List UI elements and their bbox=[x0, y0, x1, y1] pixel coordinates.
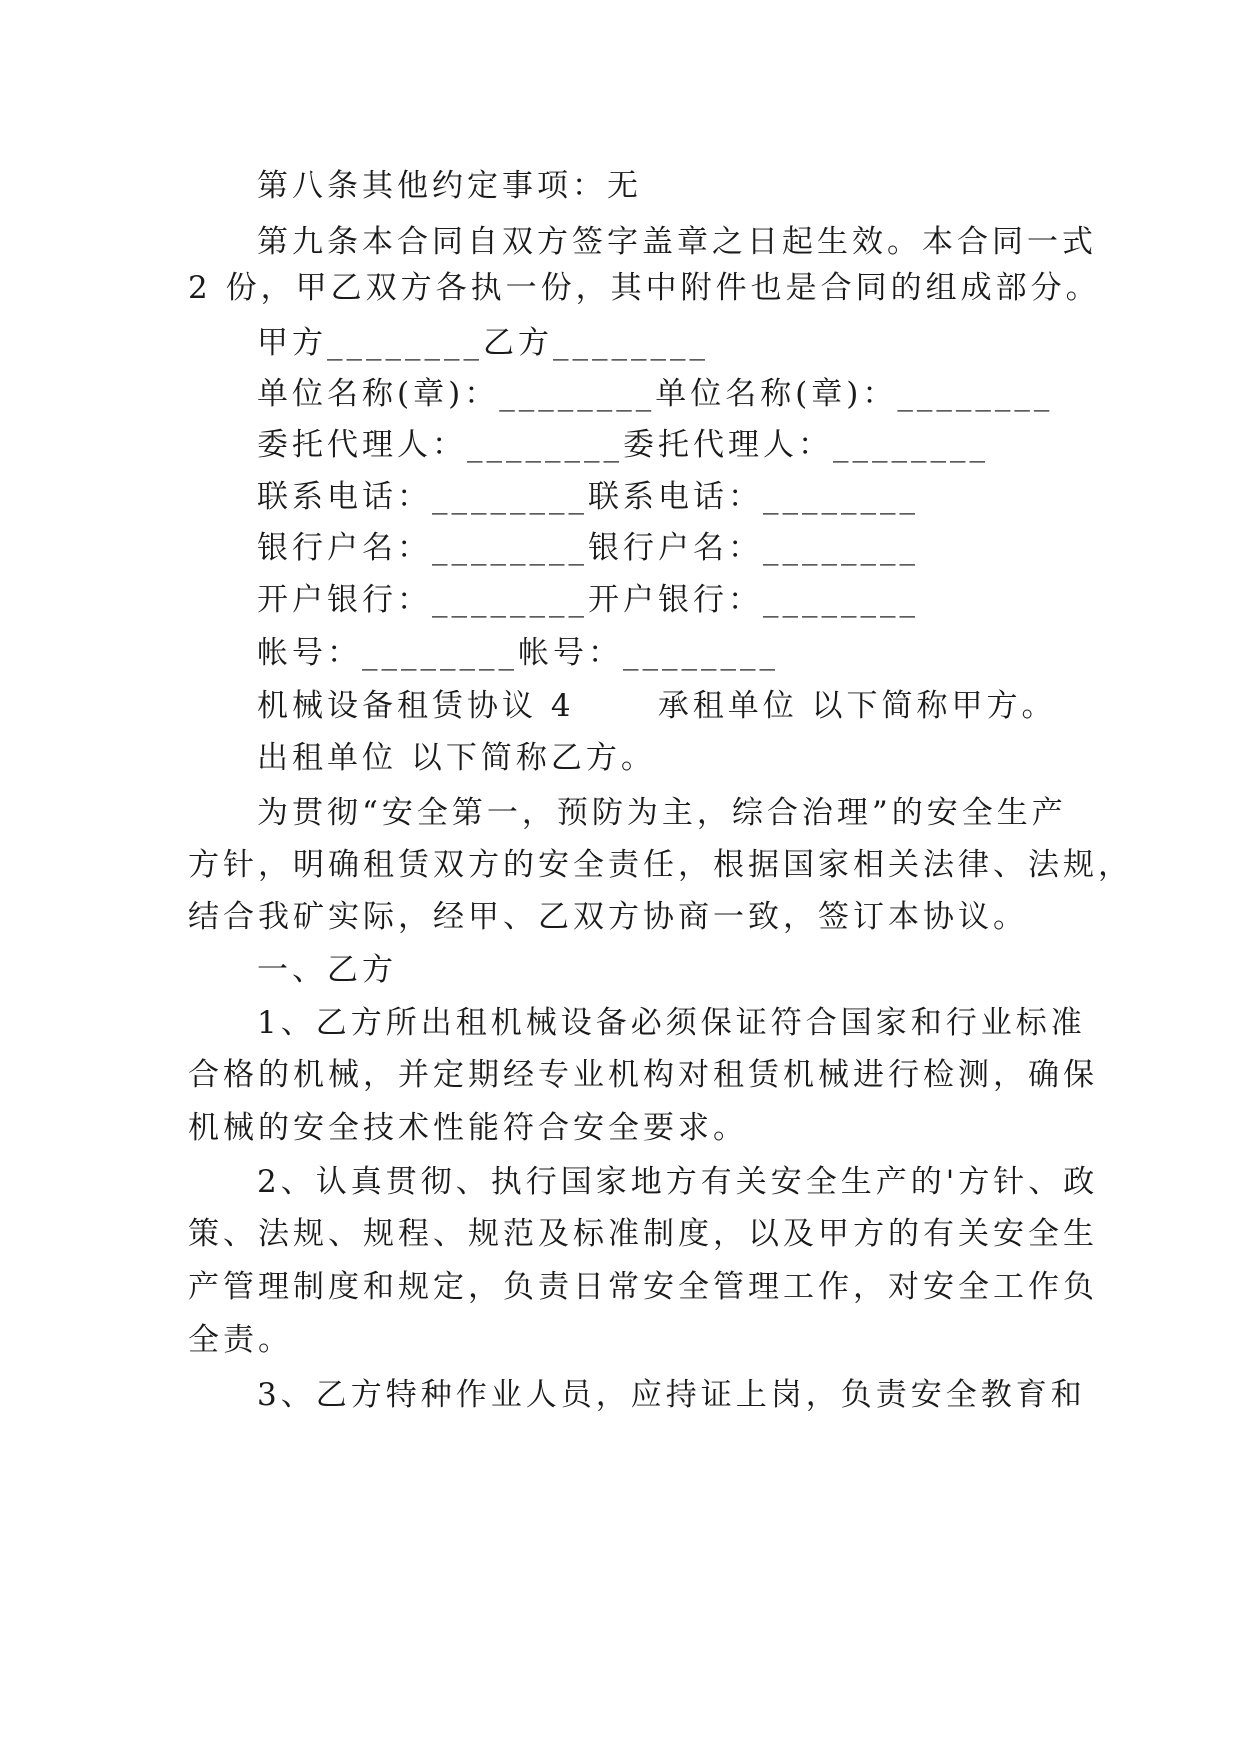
account-number-line: 帐号：________帐号：________ bbox=[257, 635, 779, 671]
clause-2-line-1: 2、认真贯彻、执行国家地方有关安全生产的'方针、政 bbox=[257, 1164, 1099, 1200]
article-9-line: 第九条本合同自双方签字盖章之日起生效。本合同一式 bbox=[257, 224, 1097, 260]
clause-1-line-1: 1、乙方所出租机械设备必须保证符合国家和行业标准 bbox=[257, 1005, 1086, 1041]
clause-2-line-4: 全责。 bbox=[188, 1322, 293, 1358]
article-9-continuation: 2 份，甲乙双方各执一份，其中附件也是合同的组成部分。 bbox=[188, 270, 1101, 306]
bank-account-name-line: 银行户名：________银行户名：________ bbox=[257, 530, 919, 566]
purpose-line-2: 方针，明确租赁双方的安全责任，根据国家相关法律、法规， bbox=[188, 847, 1133, 883]
party-line: 甲方________乙方________ bbox=[257, 325, 709, 361]
section-1-heading: 一、乙方 bbox=[257, 952, 397, 988]
clause-2-line-3: 产管理制度和规定，负责日常安全管理工作，对安全工作负 bbox=[188, 1269, 1098, 1305]
phone-line: 联系电话：________联系电话：________ bbox=[257, 479, 919, 515]
purpose-line-1: 为贯彻“安全第一，预防为主，综合治理”的安全生产 bbox=[257, 795, 1067, 831]
unit-name-line: 单位名称(章)：________单位名称(章)：________ bbox=[257, 376, 1054, 412]
lessor-line: 出租单位 以下简称乙方。 bbox=[257, 740, 656, 776]
clause-1-line-2: 合格的机械，并定期经专业机构对租赁机械进行检测，确保 bbox=[188, 1057, 1098, 1093]
clause-2-line-2: 策、法规、规程、规范及标准制度，以及甲方的有关安全生 bbox=[188, 1216, 1098, 1252]
agent-line: 委托代理人：________委托代理人：________ bbox=[257, 427, 989, 463]
article-8-line: 第八条其他约定事项：无 bbox=[257, 168, 642, 204]
purpose-line-3: 结合我矿实际，经甲、乙双方协商一致，签订本协议。 bbox=[188, 899, 1028, 935]
bank-line: 开户银行：________开户银行：________ bbox=[257, 582, 919, 618]
clause-3-line-1: 3、乙方特种作业人员，应持证上岗，负责安全教育和 bbox=[257, 1377, 1086, 1413]
clause-1-line-3: 机械的安全技术性能符合安全要求。 bbox=[188, 1110, 748, 1146]
agreement-title-line: 机械设备租赁协议 4 承租单位 以下简称甲方。 bbox=[257, 688, 1057, 724]
